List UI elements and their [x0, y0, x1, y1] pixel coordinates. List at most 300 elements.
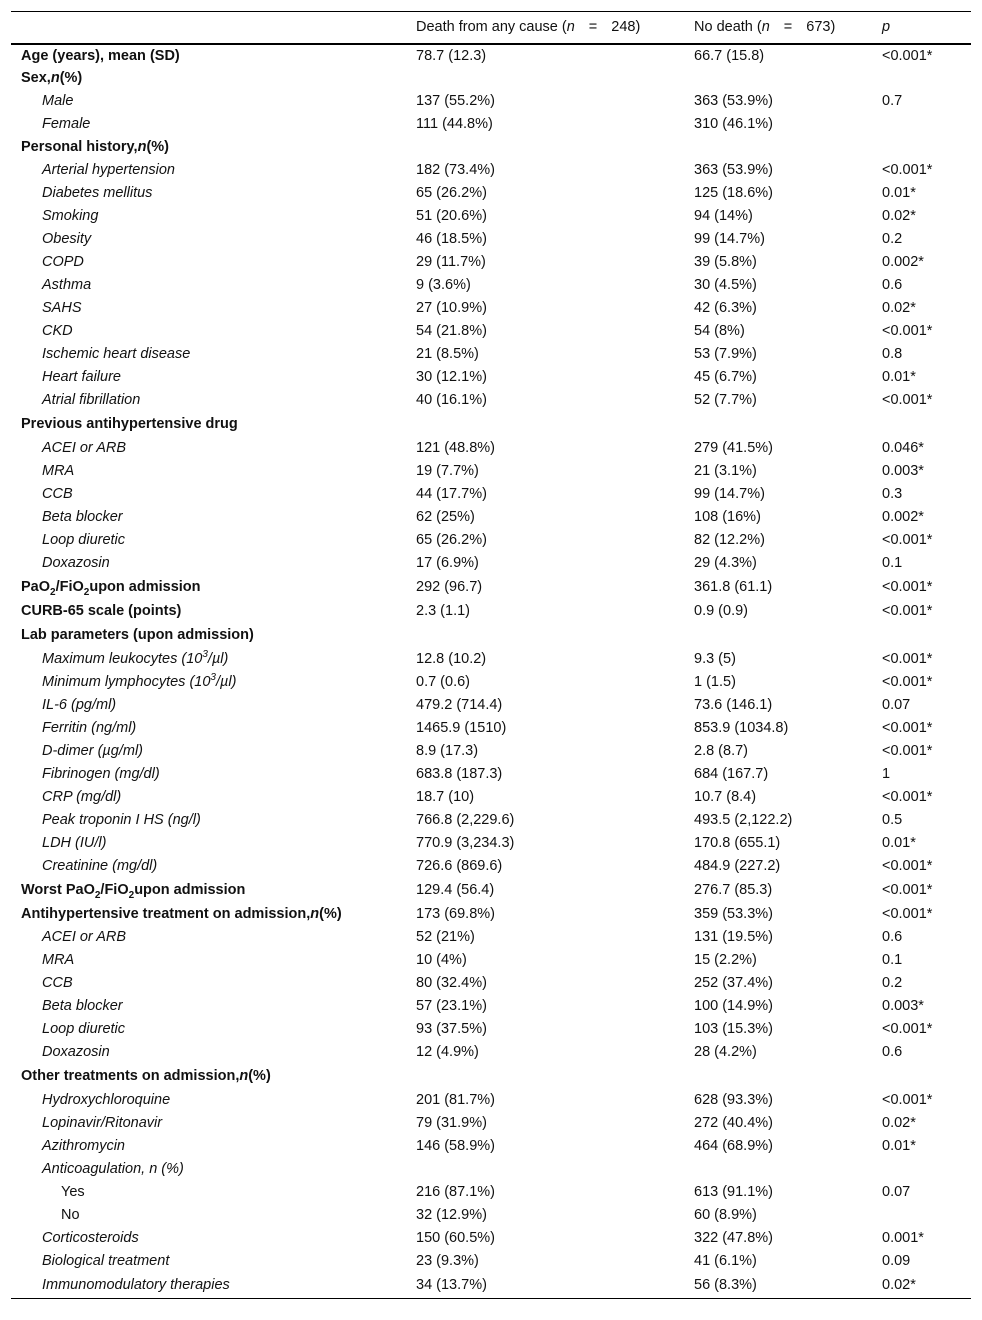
table-row: [11, 809, 971, 832]
row-label: Arterial hypertension: [42, 162, 175, 178]
table-row: [11, 343, 971, 366]
row-label-part: Personal history,: [21, 139, 138, 155]
death-value: 10 (4%): [416, 952, 467, 968]
header-death-value: 248): [611, 19, 641, 36]
row-label-part: /FiO: [100, 882, 129, 898]
death-value: 46 (18.5%): [416, 231, 487, 247]
p-value: 0.8: [882, 346, 903, 362]
p-value: <0.001*: [882, 162, 933, 178]
row-label: No: [61, 1207, 80, 1223]
nodeath-value: 361.8 (61.1): [694, 579, 773, 595]
row-label-part: /µl): [207, 651, 229, 667]
nodeath-value: [684, 67, 872, 90]
row-label-part: Sex,: [21, 70, 51, 86]
death-value: 129.4 (56.4): [416, 882, 495, 898]
table-row: [11, 855, 971, 878]
table-row: [11, 113, 971, 136]
nodeath-value: 359 (53.3%): [694, 906, 773, 922]
nodeath-value: 28 (4.2%): [694, 1044, 757, 1060]
table-row: [11, 995, 971, 1018]
row-label-sup: 3: [202, 649, 208, 661]
table-row: [11, 717, 971, 740]
row-label-part: (%): [59, 70, 83, 86]
death-value: 292 (96.7): [416, 579, 483, 595]
death-value: [406, 1158, 684, 1181]
nodeath-value: 279 (41.5%): [694, 440, 773, 456]
row-label: MRA: [42, 463, 75, 479]
row-label: Beta blocker: [42, 998, 123, 1014]
p-value: 0.01*: [882, 185, 916, 201]
nodeath-value: 42 (6.3%): [694, 300, 757, 316]
row-label-part: upon admission: [134, 882, 246, 898]
p-value: 0.6: [882, 1044, 903, 1060]
nodeath-value: 52 (7.7%): [694, 392, 757, 408]
table-row: [11, 159, 971, 182]
death-value: 19 (7.7%): [416, 463, 479, 479]
nodeath-value: 21 (3.1%): [694, 463, 757, 479]
death-value: 62 (25%): [416, 509, 475, 525]
p-value: 0.6: [882, 929, 903, 945]
table-row: [11, 136, 971, 159]
row-label: COPD: [42, 254, 84, 270]
table-row: [11, 949, 971, 972]
p-value: 0.02*: [882, 300, 916, 316]
table-row: [11, 740, 971, 763]
nodeath-value: 9.3 (5): [694, 651, 736, 667]
death-value: [406, 136, 684, 159]
table-row: [11, 437, 971, 460]
death-value: 44 (17.7%): [416, 486, 487, 502]
p-value: [872, 623, 971, 648]
table-row: [11, 483, 971, 506]
header-label-column: [11, 12, 406, 44]
header-p-column: [872, 12, 971, 44]
nodeath-value: 684 (167.7): [694, 766, 769, 782]
table-row: [11, 926, 971, 949]
p-value: [872, 1204, 971, 1227]
table-row: [11, 1204, 971, 1227]
row-label: Loop diuretic: [42, 532, 126, 548]
death-value: 12.8 (10.2): [416, 651, 487, 667]
nodeath-value: 29 (4.3%): [694, 555, 757, 571]
table-row: [11, 972, 971, 995]
row-label-n: n: [137, 139, 147, 155]
header-nodeath-prefix: No death (: [694, 19, 762, 36]
table-row: [11, 1250, 971, 1273]
death-value: 0.7 (0.6): [416, 674, 470, 690]
p-value: <0.001*: [882, 789, 933, 805]
nodeath-value: [684, 1158, 872, 1181]
table-row: [11, 671, 971, 694]
p-value: [872, 1064, 971, 1089]
row-label: Smoking: [42, 208, 99, 224]
death-value: [406, 623, 684, 648]
nodeath-value: 310 (46.1%): [694, 116, 773, 132]
table-row: [11, 182, 971, 205]
row-label: CCB: [42, 486, 73, 502]
row-label: MRA: [42, 952, 75, 968]
row-label: Fibrinogen (mg/dl): [42, 766, 160, 782]
p-value: <0.001*: [882, 1021, 933, 1037]
death-value: 29 (11.7%): [416, 254, 486, 270]
p-value: 0.002*: [882, 509, 924, 525]
p-value: <0.001*: [882, 579, 933, 595]
nodeath-value: 108 (16%): [694, 509, 761, 525]
row-label: Atrial fibrillation: [42, 392, 141, 408]
row-label-part: PaO: [21, 579, 51, 595]
table-row: [11, 228, 971, 251]
row-label-part: (%): [319, 906, 342, 922]
table-row: [11, 878, 971, 903]
row-label-part: /µl): [215, 674, 237, 690]
nodeath-value: 73.6 (146.1): [694, 697, 773, 713]
row-label-part: Maximum leukocytes (10: [42, 651, 203, 667]
p-value: 0.09: [882, 1253, 911, 1269]
p-value: 0.001*: [882, 1230, 924, 1246]
nodeath-value: 94 (14%): [694, 208, 753, 224]
p-value: <0.001*: [882, 47, 933, 64]
p-value: 0.002*: [882, 254, 924, 270]
death-value: 34 (13.7%): [406, 1273, 684, 1299]
header-death-column: [406, 12, 684, 44]
row-label: Ischemic heart disease: [42, 346, 191, 362]
death-value: 51 (20.6%): [416, 208, 487, 224]
death-value: 137 (55.2%): [416, 93, 495, 109]
death-value: 65 (26.2%): [416, 532, 487, 548]
nodeath-value: 484.9 (227.2): [694, 858, 781, 874]
p-value: 0.01*: [882, 369, 916, 385]
row-label-sub: 2: [50, 586, 56, 598]
table-row: [11, 274, 971, 297]
row-label: [11, 1064, 406, 1089]
header-death-eq: =: [588, 19, 598, 36]
row-label: Asthma: [42, 277, 92, 293]
death-value: 146 (58.9%): [416, 1138, 495, 1154]
p-value: 0.2: [882, 231, 903, 247]
death-value: 9 (3.6%): [416, 277, 471, 293]
row-label-n: n: [310, 906, 320, 922]
table-row: [11, 297, 971, 320]
nodeath-value: 10.7 (8.4): [694, 789, 757, 805]
death-value: 770.9 (3,234.3): [416, 835, 515, 851]
death-value: 54 (21.8%): [416, 323, 487, 339]
death-value: 216 (87.1%): [416, 1184, 495, 1200]
table-row: [11, 1041, 971, 1064]
death-value: 80 (32.4%): [416, 975, 487, 991]
row-label: Immunomodulatory therapies: [11, 1273, 406, 1299]
table-row: [11, 648, 971, 671]
header-nodeath-n: n: [761, 19, 770, 36]
row-label: Azithromycin: [42, 1138, 125, 1154]
p-value: <0.001*: [882, 674, 933, 690]
p-value: 0.07: [882, 697, 911, 713]
nodeath-value: 82 (12.2%): [694, 532, 765, 548]
table-row: [11, 575, 971, 600]
row-label: Biological treatment: [42, 1253, 170, 1269]
table-row: [11, 460, 971, 483]
death-value: 21 (8.5%): [416, 346, 479, 362]
row-label: D-dimer (µg/ml): [42, 743, 143, 759]
table-row: [11, 389, 971, 412]
p-value: <0.001*: [882, 882, 933, 898]
p-value: 0.5: [882, 812, 903, 828]
nodeath-value: 53 (7.9%): [694, 346, 757, 362]
nodeath-value: [684, 412, 872, 437]
nodeath-value: 272 (40.4%): [694, 1115, 773, 1131]
p-value: 0.046*: [882, 440, 924, 456]
p-value: <0.001*: [882, 858, 933, 874]
p-value: [872, 136, 971, 159]
row-label: [11, 136, 406, 159]
p-value: [872, 67, 971, 90]
row-label: Doxazosin: [42, 555, 110, 571]
header-death-n: n: [566, 19, 575, 36]
death-value: 27 (10.9%): [416, 300, 487, 316]
p-value: 0.02*: [882, 1115, 916, 1131]
row-label-sub: 2: [94, 889, 101, 901]
table-row: [11, 366, 971, 389]
nodeath-value: [684, 136, 872, 159]
row-label: Female: [42, 116, 91, 132]
row-label-part: /FiO: [55, 579, 84, 595]
table-row: [11, 786, 971, 809]
table-body: [11, 44, 971, 1299]
table-header: [11, 12, 971, 44]
death-value: 93 (37.5%): [416, 1021, 487, 1037]
nodeath-value: 628 (93.3%): [694, 1092, 773, 1108]
header-death-prefix: Death from any cause (: [416, 19, 567, 36]
p-value: 0.003*: [882, 463, 924, 479]
death-value: 17 (6.9%): [416, 555, 479, 571]
p-value: <0.001*: [882, 1092, 933, 1108]
p-value: <0.001*: [882, 906, 933, 922]
nodeath-value: 131 (19.5%): [694, 929, 773, 945]
row-label: SAHS: [42, 300, 82, 316]
row-label: Previous antihypertensive drug: [21, 416, 238, 432]
death-value: 8.9 (17.3): [416, 743, 479, 759]
row-label: Loop diuretic: [42, 1021, 126, 1037]
death-value: 57 (23.1%): [416, 998, 487, 1014]
table-row: [11, 1158, 971, 1181]
nodeath-value: [684, 1064, 872, 1089]
p-value: [872, 113, 971, 136]
row-label: ACEI or ARB: [42, 929, 127, 945]
death-value: 18.7 (10): [416, 789, 475, 805]
table-row: [11, 694, 971, 717]
nodeath-value: 276.7 (85.3): [694, 882, 773, 898]
table-row: [11, 832, 971, 855]
table-row: [11, 67, 971, 90]
p-value: 1: [882, 766, 891, 782]
row-label-part: Other treatments on admission,: [21, 1068, 240, 1084]
death-value: 1465.9 (1510): [416, 720, 507, 736]
nodeath-value: 30 (4.5%): [694, 277, 757, 293]
nodeath-value: 39 (5.8%): [694, 254, 757, 270]
nodeath-value: 56 (8.3%): [684, 1273, 872, 1299]
row-label: Creatinine (mg/dl): [42, 858, 158, 874]
p-value: <0.001*: [882, 392, 933, 408]
row-label: Diabetes mellitus: [42, 185, 153, 201]
p-value: 0.7: [882, 93, 903, 109]
nodeath-value: 2.8 (8.7): [694, 743, 748, 759]
row-label-sub: 2: [83, 586, 90, 598]
table-row: [11, 1273, 971, 1299]
nodeath-value: 60 (8.9%): [694, 1207, 757, 1223]
table-row: [11, 44, 971, 67]
table-row: [11, 623, 971, 648]
death-value: 40 (16.1%): [416, 392, 487, 408]
table-row: [11, 1089, 971, 1112]
nodeath-value: 99 (14.7%): [694, 486, 765, 502]
p-value: 0.3: [882, 486, 903, 502]
row-label: CRP (mg/dl): [42, 789, 122, 805]
p-value: [872, 412, 971, 437]
row-label: [11, 67, 406, 90]
death-value: 2.3 (1.1): [416, 603, 470, 619]
header-p-label: p: [882, 19, 891, 36]
row-label-n: n: [50, 70, 60, 86]
death-value: 766.8 (2,229.6): [416, 812, 515, 828]
nodeath-value: 66.7 (15.8): [694, 47, 765, 64]
row-label: Age (years), mean (SD): [21, 47, 180, 64]
nodeath-value: 45 (6.7%): [694, 369, 757, 385]
table-row: [11, 600, 971, 623]
nodeath-value: 252 (37.4%): [694, 975, 773, 991]
death-value: 479.2 (714.4): [416, 697, 503, 713]
row-label: [11, 648, 406, 671]
row-label: Ferritin (ng/ml): [42, 720, 137, 736]
death-value: [406, 412, 684, 437]
table-row: [11, 1018, 971, 1041]
p-value: [872, 1158, 971, 1181]
row-label-sup: 3: [210, 672, 216, 684]
death-value: 52 (21%): [416, 929, 475, 945]
row-label-part: (%): [146, 139, 169, 155]
p-value: 0.1: [882, 555, 903, 571]
row-label: Lab parameters (upon admission): [21, 627, 254, 643]
header-nodeath-eq: =: [783, 19, 793, 36]
death-value: 79 (31.9%): [416, 1115, 487, 1131]
nodeath-value: 322 (47.8%): [694, 1230, 773, 1246]
nodeath-value: 1 (1.5): [694, 674, 736, 690]
table-row: [11, 205, 971, 228]
death-value: 30 (12.1%): [416, 369, 487, 385]
death-value: 78.7 (12.3): [416, 47, 487, 64]
nodeath-value: [684, 623, 872, 648]
p-value: <0.001*: [882, 743, 933, 759]
row-label: Peak troponin I HS (ng/l): [42, 812, 201, 828]
row-label: Beta blocker: [42, 509, 123, 525]
row-label: Doxazosin: [42, 1044, 110, 1060]
table-row: [11, 412, 971, 437]
nodeath-value: 54 (8%): [694, 323, 745, 339]
row-label: ACEI or ARB: [42, 440, 127, 456]
p-value: 0.01*: [882, 1138, 916, 1154]
table-container: [11, 11, 971, 1299]
nodeath-value: 363 (53.9%): [694, 93, 773, 109]
table-row: [11, 529, 971, 552]
p-value: 0.2: [882, 975, 903, 991]
table-row: [11, 90, 971, 113]
row-label: LDH (IU/l): [42, 835, 107, 851]
row-label: [11, 878, 406, 903]
p-value: 0.07: [882, 1184, 911, 1200]
row-label: Corticosteroids: [42, 1230, 139, 1246]
nodeath-value: 363 (53.9%): [694, 162, 773, 178]
nodeath-value: 125 (18.6%): [694, 185, 773, 201]
nodeath-value: 99 (14.7%): [694, 231, 765, 247]
death-value: 201 (81.7%): [416, 1092, 495, 1108]
nodeath-value: 170.8 (655.1): [694, 835, 781, 851]
death-value: 182 (73.4%): [416, 162, 495, 178]
p-value: 0.6: [882, 277, 903, 293]
table-row: [11, 1135, 971, 1158]
death-value: 726.6 (869.6): [416, 858, 503, 874]
nodeath-value: 15 (2.2%): [694, 952, 757, 968]
death-value: 683.8 (187.3): [416, 766, 503, 782]
p-value: 0.003*: [882, 998, 924, 1014]
table-row: [11, 1181, 971, 1204]
p-value: <0.001*: [882, 651, 933, 667]
row-label-part: Minimum lymphocytes (10: [42, 674, 211, 690]
header-row: [11, 12, 971, 44]
nodeath-value: 853.9 (1034.8): [694, 720, 789, 736]
row-label-part: upon admission: [89, 579, 201, 595]
nodeath-value: 100 (14.9%): [694, 998, 773, 1014]
row-label-part: (%): [248, 1068, 271, 1084]
nodeath-value: 0.9 (0.9): [694, 603, 748, 619]
row-label: Hydroxychloroquine: [42, 1092, 171, 1108]
comparison-table: [11, 11, 971, 1299]
row-label: [11, 575, 406, 600]
table-row: [11, 251, 971, 274]
death-value: [406, 67, 684, 90]
row-label: Lopinavir/Ritonavir: [42, 1115, 163, 1131]
row-label: [11, 903, 406, 926]
row-label-sub: 2: [128, 889, 135, 901]
row-label: CCB: [42, 975, 73, 991]
nodeath-value: 493.5 (2,122.2): [694, 812, 793, 828]
death-value: 150 (60.5%): [416, 1230, 495, 1246]
row-label: IL-6 (pg/ml): [42, 697, 117, 713]
p-value: 0.02*: [882, 208, 916, 224]
nodeath-value: 41 (6.1%): [694, 1253, 757, 1269]
nodeath-value: 103 (15.3%): [694, 1021, 773, 1037]
row-label-part: Antihypertensive treatment on admission,: [21, 906, 311, 922]
table-row: [11, 506, 971, 529]
p-value: 0.01*: [882, 835, 916, 851]
death-value: [406, 1064, 684, 1089]
table-row: [11, 320, 971, 343]
table-row: [11, 763, 971, 786]
table-row: [11, 552, 971, 575]
nodeath-value: 613 (91.1%): [694, 1184, 773, 1200]
row-label: Obesity: [42, 231, 92, 247]
row-label: CKD: [42, 323, 73, 339]
p-value: <0.001*: [882, 720, 933, 736]
header-nodeath-column: [684, 12, 872, 44]
death-value: 121 (48.8%): [416, 440, 495, 456]
row-label: CURB-65 scale (points): [21, 603, 182, 619]
table-row: [11, 1064, 971, 1089]
row-label-n: n: [239, 1068, 249, 1084]
p-value: 0.02*: [872, 1273, 971, 1299]
row-label: Male: [42, 93, 74, 109]
death-value: 12 (4.9%): [416, 1044, 479, 1060]
death-value: 23 (9.3%): [416, 1253, 479, 1269]
nodeath-value: 464 (68.9%): [694, 1138, 773, 1154]
p-value: <0.001*: [882, 603, 933, 619]
